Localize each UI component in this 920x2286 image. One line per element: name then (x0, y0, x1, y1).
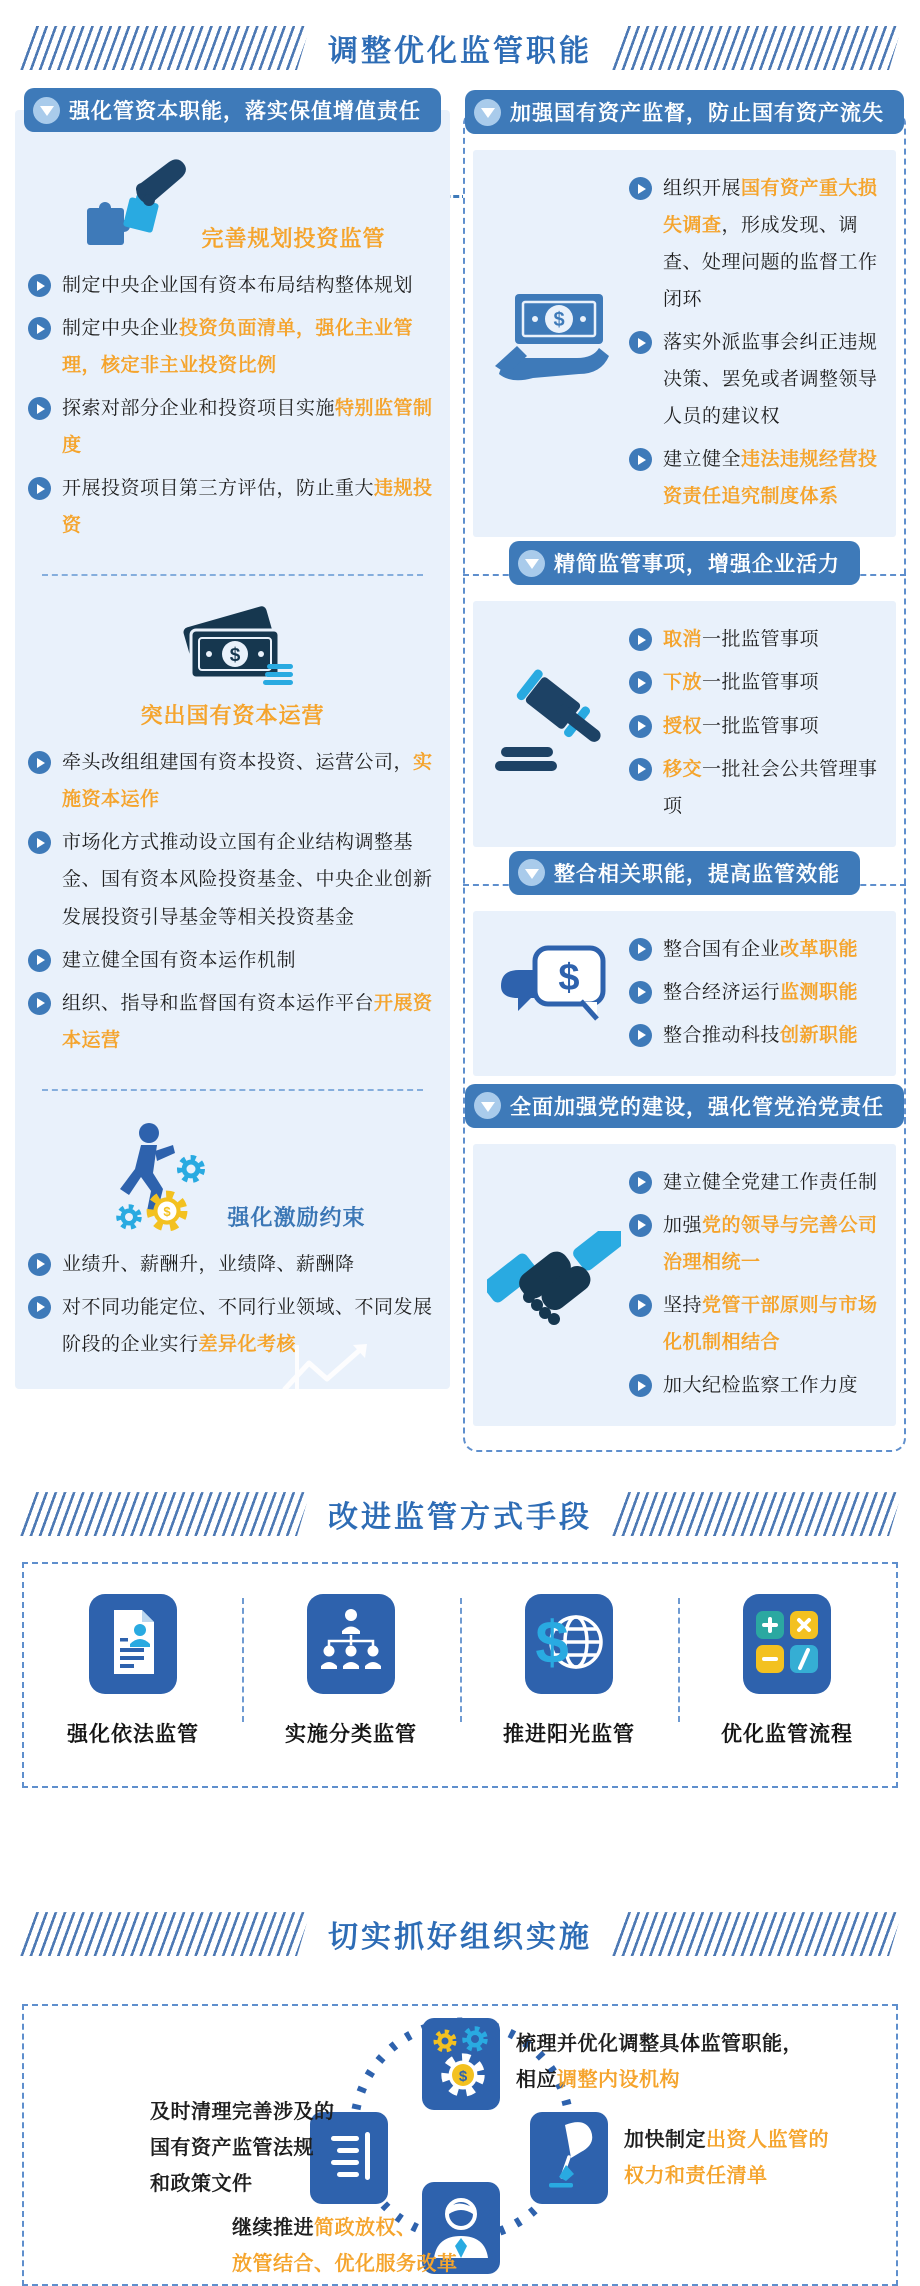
banner-hatch-left (18, 1492, 310, 1536)
arrow-bullet-icon (28, 274, 51, 297)
person-gears-icon (99, 1121, 217, 1236)
puzzle-hand-icon (79, 158, 191, 257)
bullet-item (28, 267, 437, 304)
text-segment: 一批监管事项 (702, 672, 820, 694)
text-segment: 继续推进 (232, 2217, 314, 2240)
method-icon-box (307, 1594, 395, 1694)
text-line (150, 2130, 335, 2166)
text-segment: 坚持 (663, 1294, 703, 1316)
bullet-text (62, 470, 437, 544)
arrow-bullet-icon (629, 938, 652, 961)
right-pill-row (465, 862, 904, 895)
method-card (242, 1594, 460, 1748)
text-segment: 监测职能 (780, 981, 859, 1003)
left-column (15, 88, 450, 1389)
bullet-list (629, 164, 882, 521)
svg-text:$: $ (458, 2067, 468, 2085)
text-segment: 业绩升、薪酬升，业绩降、薪酬降 (62, 1253, 355, 1275)
adjust-internal-structure-node (422, 2018, 500, 2110)
bullet-text (663, 931, 858, 968)
bullet-item (629, 931, 882, 968)
bullet-item (629, 621, 882, 658)
text-segment: 权力和责任清单 (624, 2165, 768, 2188)
bullet-item (629, 441, 882, 515)
bullet-text (62, 310, 437, 384)
trend-chart-decoration (275, 1339, 395, 1389)
text-line (516, 2026, 803, 2062)
text-segment: 移交 (663, 758, 703, 780)
law-document-icon (104, 1608, 162, 1681)
text-line (232, 2246, 458, 2282)
text-segment: 整合国有企业 (663, 938, 781, 960)
right-pill-header-4 (465, 1084, 904, 1128)
bullet-item (28, 390, 437, 464)
bullet-item (28, 985, 437, 1059)
text-segment: 国有资产重大损失调查 (663, 178, 878, 237)
banner-hatch-right (610, 1492, 902, 1536)
down-arrow-icon (33, 97, 60, 124)
method-label: 推进阳光监管 (503, 1723, 635, 1747)
bullet-text (62, 744, 437, 818)
arrow-bullet-icon (28, 477, 51, 500)
feature-block-header (28, 158, 437, 257)
text-segment: 简政放权、 (314, 2217, 417, 2240)
arrow-bullet-icon (629, 758, 652, 781)
right-block-panel (473, 1144, 896, 1426)
svg-text:$: $ (553, 309, 565, 332)
text-line (516, 2062, 803, 2098)
text-segment: 建立健全 (663, 449, 742, 471)
org-chart-icon (318, 1607, 384, 1682)
text-segment: 改革职能 (780, 938, 859, 960)
method-card (460, 1594, 678, 1748)
text-segment: 授权 (663, 715, 703, 737)
right-pill-label: 整合相关职能，提高监管效能 (554, 862, 840, 886)
method-label: 优化监管流程 (721, 1723, 853, 1747)
text-line (624, 2122, 829, 2158)
bullet-list (629, 925, 882, 1060)
text-segment: 整合经济运行 (663, 981, 781, 1003)
investor-supervision-list-node (530, 2112, 608, 2204)
text-segment: 加快制定 (624, 2129, 706, 2152)
left-pill-label: 强化管资本职能，落实保值增值责任 (69, 100, 421, 123)
calculator-icon (755, 1609, 819, 1680)
right-pill-row (465, 102, 904, 134)
text-segment: 建立健全党建工作责任制 (663, 1171, 878, 1193)
method-icon-box (89, 1594, 177, 1694)
bullet-item (28, 310, 437, 384)
bullet-item (28, 824, 437, 935)
left-panel (15, 110, 450, 1389)
text-segment: 整合推动科技 (663, 1024, 781, 1046)
text-segment: 违法违规经营投资责任追究制度体系 (663, 449, 878, 508)
feature-block-title: 强化激励约束 (227, 1204, 366, 1230)
bullet-text (663, 1164, 878, 1201)
text-segment: 制定中央企业国有资本布局结构整体规划 (62, 275, 414, 296)
arrow-bullet-icon (28, 751, 51, 774)
bullet-text (62, 1246, 355, 1283)
banner-hatch-right (610, 1912, 902, 1956)
right-pill-label: 加强国有资产监督，防止国有资产流失 (510, 102, 884, 125)
arrow-bullet-icon (629, 177, 652, 200)
bullet-item (28, 1246, 437, 1283)
investor-supervision-list-text (624, 2122, 829, 2194)
bullet-list (629, 615, 882, 830)
text-segment: 开展资本运营 (62, 992, 433, 1051)
bullet-text (663, 664, 819, 701)
bullet-text (663, 1207, 882, 1281)
right-pill-row (465, 553, 904, 585)
bullet-text (663, 1017, 858, 1054)
text-segment: 一批监管事项 (702, 715, 820, 737)
text-line (150, 2166, 335, 2202)
bullet-item (629, 708, 882, 745)
bullet-item (629, 664, 882, 701)
arrow-bullet-icon (629, 331, 652, 354)
bullet-item (629, 1287, 882, 1361)
bullet-item (629, 1017, 882, 1054)
bullet-text (663, 621, 819, 658)
arrow-bullet-icon (629, 628, 652, 651)
text-segment: 加大纪检监察工作力度 (663, 1375, 859, 1397)
bullet-text (663, 1287, 882, 1361)
bullet-text (62, 824, 437, 935)
section3-banner (0, 1912, 920, 1956)
text-segment: 市场化方式推动设立国有企业结构调整基金、国有资本风险投资基金、中央企业创新发展投资引导基金等相关投资基金 (62, 832, 433, 928)
text-segment: 实施资本运作 (62, 752, 433, 811)
arrow-bullet-icon (629, 981, 652, 1004)
text-segment: 对不同功能定位、不同行业领域、不同发展阶段的企业实行 (62, 1296, 433, 1355)
text-segment: 加强 (663, 1214, 703, 1236)
text-segment: 组织、指导和监督国有资本运作平台 (62, 992, 375, 1014)
bullet-item (629, 974, 882, 1011)
arrow-bullet-icon (28, 1296, 51, 1319)
gears-dollar-icon (430, 2025, 492, 2104)
bullet-item (28, 942, 437, 979)
text-segment: 组织开展 (663, 178, 742, 199)
right-block-panel (473, 911, 896, 1076)
feature-block-header (28, 606, 437, 734)
text-segment: 一批社会公共管理事项 (663, 758, 878, 817)
gavel-icon (493, 667, 615, 780)
down-arrow-icon (518, 859, 545, 886)
bullet-list (28, 267, 437, 544)
arrow-bullet-icon (28, 1253, 51, 1276)
text-segment: 调整内设机构 (557, 2069, 680, 2092)
implementation-box (22, 2004, 898, 2286)
bullet-text (663, 751, 882, 825)
text-segment: 差异化考核 (198, 1333, 297, 1355)
bullet-item (629, 1207, 882, 1281)
section1-columns (0, 88, 920, 1452)
arrow-bullet-icon (629, 1214, 652, 1237)
text-segment: 放管结合、优化服务改革 (232, 2253, 458, 2276)
text-segment: 创新职能 (780, 1024, 859, 1046)
bullet-item (629, 324, 882, 435)
text-segment: 国有资产监管法规 (150, 2137, 314, 2160)
method-icon-box (743, 1594, 831, 1694)
bullet-text (663, 441, 882, 515)
bullet-item (28, 470, 437, 544)
text-segment: 党管干部原则与市场化机制相结合 (663, 1294, 878, 1353)
bullet-text (62, 267, 413, 304)
svg-text:$: $ (558, 956, 580, 999)
arrow-bullet-icon (28, 949, 51, 972)
left-pill-header (24, 88, 441, 132)
right-pill-header-2 (509, 541, 860, 585)
text-segment: 取消 (663, 629, 703, 651)
text-segment: 投资负面清单，强化主业管理，核定非主业投资比例 (62, 318, 414, 377)
adjust-internal-structure-text (516, 2026, 803, 2098)
text-segment: 党的领导与完善公司治理相统一 (663, 1214, 878, 1273)
text-segment: 探索对部分企业和投资项目实施 (62, 398, 336, 420)
dollar-globe-icon (534, 1606, 604, 1683)
right-pill-header-3 (509, 851, 860, 895)
money-hand-icon (493, 286, 615, 399)
text-segment: 违规投资 (62, 478, 433, 537)
arrow-bullet-icon (629, 671, 652, 694)
bullet-item (629, 1367, 882, 1404)
text-segment: 落实外派监事会纠正违规决策、罢免或者调整领导人员的建议权 (663, 332, 878, 428)
chat-dollar-icon (493, 940, 615, 1045)
right-block-panel (473, 150, 896, 537)
arrow-bullet-icon (28, 831, 51, 854)
bullet-text (62, 390, 437, 464)
section1-banner (0, 26, 920, 70)
dashed-separator (42, 574, 423, 576)
down-arrow-icon (474, 1092, 501, 1119)
feature-block (28, 606, 437, 1058)
svg-text:$: $ (163, 1203, 172, 1219)
text-segment: 下放 (663, 672, 703, 694)
text-segment: 相应 (516, 2069, 557, 2092)
text-segment: 建立健全国有资本运作机制 (62, 949, 297, 971)
arrow-bullet-icon (629, 1374, 652, 1397)
bullet-item (629, 751, 882, 825)
method-card (678, 1594, 896, 1748)
arrow-bullet-icon (629, 1024, 652, 1047)
method-label: 强化依法监管 (67, 1723, 199, 1747)
bullet-list (28, 744, 437, 1058)
right-pill-row (465, 1095, 904, 1128)
text-line (232, 2210, 458, 2246)
arrow-bullet-icon (629, 1294, 652, 1317)
right-pill-header-1 (465, 90, 904, 134)
section3-title: 切实抓好组织实施 (328, 1921, 592, 1955)
banner-hatch-left (18, 1912, 310, 1956)
method-icon-box (525, 1594, 613, 1694)
text-line (624, 2158, 829, 2194)
supervision-methods-box (22, 1562, 898, 1788)
text-segment: 特别监管制度 (62, 398, 433, 457)
arrow-bullet-icon (629, 448, 652, 471)
right-column (463, 102, 906, 1452)
method-label: 实施分类监管 (285, 1723, 417, 1747)
right-pill-label: 全面加强党的建设，强化管党治党责任 (510, 1095, 884, 1119)
bullet-item (28, 744, 437, 818)
method-card (24, 1594, 242, 1748)
banner-hatch-left (18, 26, 310, 70)
section2-title: 改进监管方式手段 (328, 1501, 592, 1535)
dashed-separator (42, 1089, 423, 1091)
down-arrow-icon (474, 99, 501, 126)
bullet-text (663, 170, 882, 318)
feature-block-title: 完善规划投资监管 (201, 226, 386, 251)
banner-hatch-right (610, 26, 902, 70)
arrow-bullet-icon (28, 317, 51, 340)
text-segment: 和政策文件 (150, 2173, 253, 2196)
pen-icon (541, 2121, 597, 2196)
streamline-administration-text (232, 2210, 458, 2282)
section2-banner (0, 1492, 920, 1536)
banknotes-icon (171, 606, 295, 693)
svg-text:$: $ (229, 645, 240, 667)
down-arrow-icon (518, 550, 545, 577)
text-segment: 梳理并优化调整具体监管职能， (516, 2033, 803, 2056)
text-segment: 开展投资项目第三方评估，防止重大 (62, 478, 375, 500)
arrow-bullet-icon (28, 397, 51, 420)
section1-title: 调整优化监管职能 (328, 35, 592, 68)
feature-block-title: 突出国有资本运营 (140, 703, 325, 729)
bullet-list (629, 1158, 882, 1410)
bullet-item (629, 170, 882, 318)
feature-block (28, 158, 437, 544)
bullet-text (663, 324, 882, 435)
arrow-bullet-icon (28, 992, 51, 1015)
handshake-icon (487, 1231, 621, 1336)
bullet-text (663, 1367, 858, 1404)
text-segment: 牵头改组组建国有资本投资、运营公司， (62, 752, 414, 774)
bullet-text (62, 985, 437, 1059)
bullet-text (663, 974, 858, 1011)
arrow-bullet-icon (629, 1171, 652, 1194)
bullet-item (629, 1164, 882, 1201)
feature-block (28, 1121, 437, 1363)
text-segment: ，形成发现、调查、处理问题的监督工作闭环 (663, 215, 878, 311)
feature-block-header (28, 1121, 437, 1236)
right-block-panel (473, 601, 896, 846)
text-segment: 一批监管事项 (702, 629, 820, 651)
clean-up-regulations-text (150, 2094, 335, 2202)
text-segment: 出资人监管的 (706, 2129, 829, 2152)
bullet-text (62, 942, 296, 979)
svg-text:$: $ (535, 1608, 569, 1676)
text-segment: 制定中央企业 (62, 318, 180, 340)
bullet-text (663, 708, 819, 745)
text-segment: 及时清理完善涉及的 (150, 2101, 335, 2124)
arrow-bullet-icon (629, 715, 652, 738)
right-pill-label: 精简监管事项，增强企业活力 (554, 553, 840, 577)
